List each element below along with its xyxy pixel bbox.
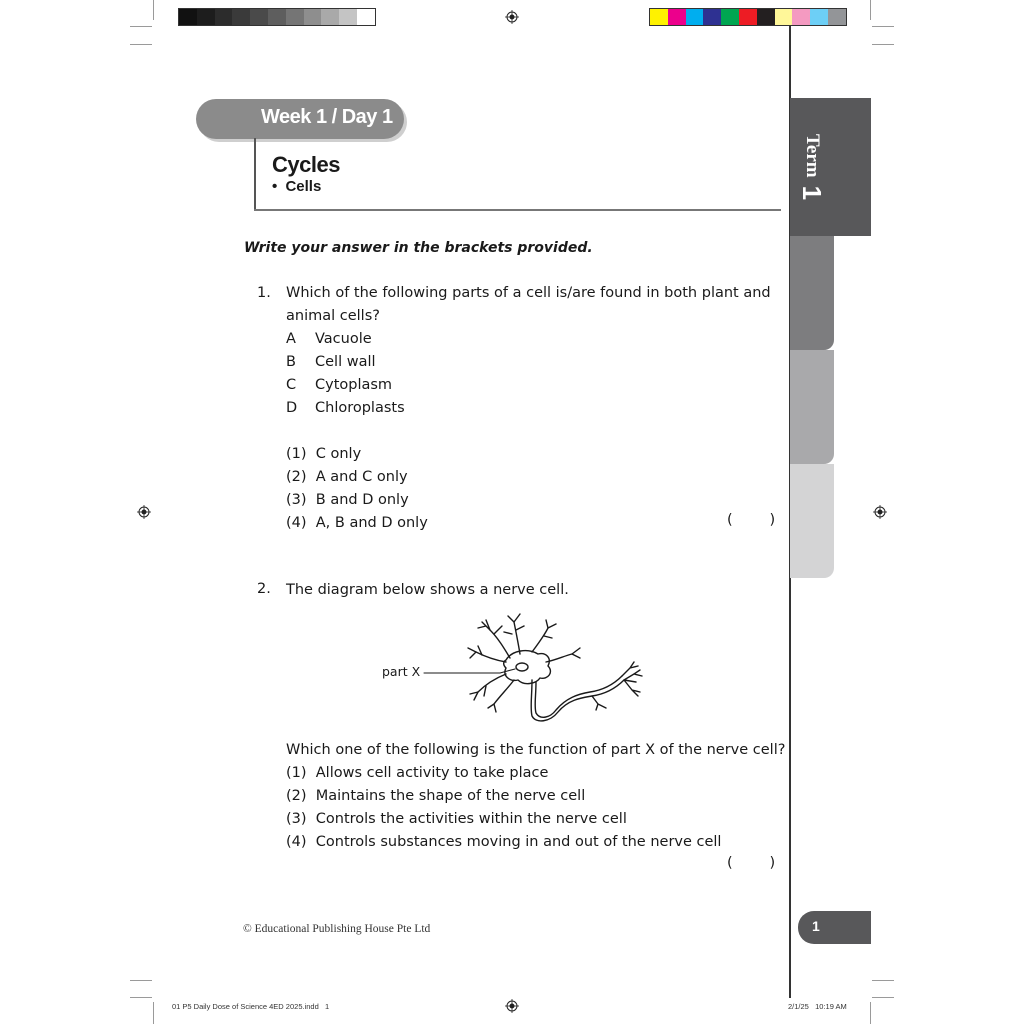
- crop-mark: [153, 0, 154, 20]
- color-swatch: [232, 9, 250, 25]
- question-2-stem: The diagram below shows a nerve cell.: [286, 582, 569, 598]
- answer-option: (4) Controls substances moving in and out of the nerve cell: [286, 834, 722, 850]
- crop-mark: [870, 0, 871, 20]
- crop-mark: [872, 44, 894, 45]
- slug-filename: 01 P5 Daily Dose of Science 4ED 2025.indd 1: [172, 1002, 330, 1011]
- question-2-body: [286, 739, 791, 854]
- subtopic-label: Cells: [285, 178, 322, 195]
- color-swatch: [668, 9, 686, 25]
- color-swatch: [792, 9, 810, 25]
- item-text: Chloroplasts: [315, 400, 405, 416]
- term-tab-2: [790, 236, 834, 350]
- answer-option: (3) Controls the activities within the nerve cell: [286, 811, 627, 827]
- topic-box-bottom-border: [254, 209, 781, 211]
- term-number: 1: [797, 185, 828, 201]
- color-swatch: [197, 9, 215, 25]
- item-a: [286, 328, 786, 351]
- bullet: •: [272, 178, 278, 195]
- crop-mark: [870, 1002, 871, 1024]
- color-swatch: [686, 9, 704, 25]
- answer-option: (1) Allows cell activity to take place: [286, 765, 549, 781]
- crop-mark: [130, 26, 152, 27]
- diagram-label-part-x: part X: [382, 664, 421, 679]
- color-swatch: [179, 9, 197, 25]
- item-c: [286, 374, 786, 397]
- nerve-cell-diagram: [420, 612, 650, 730]
- color-swatch: [357, 9, 375, 25]
- color-swatch: [721, 9, 739, 25]
- color-swatch: [775, 9, 793, 25]
- crop-mark: [872, 980, 894, 981]
- color-swatch: [321, 9, 339, 25]
- term-tab-3: [790, 350, 834, 464]
- answer-bracket[interactable]: ( ): [727, 855, 776, 871]
- copyright: © Educational Publishing House Pte Ltd: [243, 923, 431, 935]
- item-letter: D: [286, 400, 298, 416]
- question-stem: Which of the following parts of a cell is/are found in both plant and: [286, 285, 771, 301]
- color-swatch: [250, 9, 268, 25]
- registration-mark-icon: [873, 505, 887, 519]
- color-swatch: [757, 9, 775, 25]
- process-color-bar: [649, 8, 847, 26]
- crop-mark: [130, 44, 152, 45]
- term-word: Term: [802, 133, 823, 178]
- color-swatch: [215, 9, 233, 25]
- slug-date: 2/1/25 10:19 AM: [788, 1002, 847, 1011]
- registration-mark-icon: [137, 505, 151, 519]
- term-tab-label: [797, 98, 827, 236]
- subtopic: [272, 178, 321, 195]
- color-swatch: [339, 9, 357, 25]
- answer-option: (2) Maintains the shape of the nerve cell: [286, 788, 586, 804]
- question-1: [286, 282, 786, 535]
- answer-option: (1) C only: [286, 446, 362, 462]
- answer-option: (3) B and D only: [286, 492, 409, 508]
- instruction: Write your answer in the brackets provided.: [244, 240, 593, 256]
- page-number-tab: [798, 911, 871, 944]
- week-day-label: Week 1 / Day 1: [261, 106, 393, 128]
- item-text: Vacuole: [315, 331, 372, 347]
- answer-bracket[interactable]: ( ): [727, 512, 776, 528]
- color-swatch: [810, 9, 828, 25]
- item-text: Cytoplasm: [315, 377, 393, 393]
- question-number: 1.: [257, 285, 271, 301]
- question-number: 2.: [257, 581, 271, 597]
- item-letter: C: [286, 377, 297, 393]
- color-swatch: [286, 9, 304, 25]
- color-swatch: [268, 9, 286, 25]
- answer-option: (4) A, B and D only: [286, 515, 428, 531]
- page-number: 1: [812, 918, 820, 934]
- color-swatch: [828, 9, 846, 25]
- item-b: [286, 351, 786, 374]
- answer-option: (2) A and C only: [286, 469, 408, 485]
- crop-mark: [872, 997, 894, 998]
- crop-mark: [872, 26, 894, 27]
- item-letter: A: [286, 331, 296, 347]
- item-d: [286, 397, 786, 420]
- gray-color-bar: [178, 8, 376, 26]
- color-swatch: [739, 9, 757, 25]
- registration-mark-icon: [505, 10, 519, 24]
- question-text: Which one of the following is the function of part X of the nerve cell?: [286, 742, 786, 758]
- question-stem: animal cells?: [286, 308, 380, 324]
- color-swatch: [304, 9, 322, 25]
- crop-mark: [153, 1002, 154, 1024]
- term-tab-4: [790, 464, 834, 578]
- crop-mark: [130, 997, 152, 998]
- registration-mark-icon: [505, 999, 519, 1013]
- crop-mark: [130, 980, 152, 981]
- color-swatch: [703, 9, 721, 25]
- item-text: Cell wall: [315, 354, 376, 370]
- item-letter: B: [286, 354, 296, 370]
- color-swatch: [650, 9, 668, 25]
- topic-box-left-border: [254, 138, 256, 211]
- topic-title: Cycles: [272, 152, 340, 177]
